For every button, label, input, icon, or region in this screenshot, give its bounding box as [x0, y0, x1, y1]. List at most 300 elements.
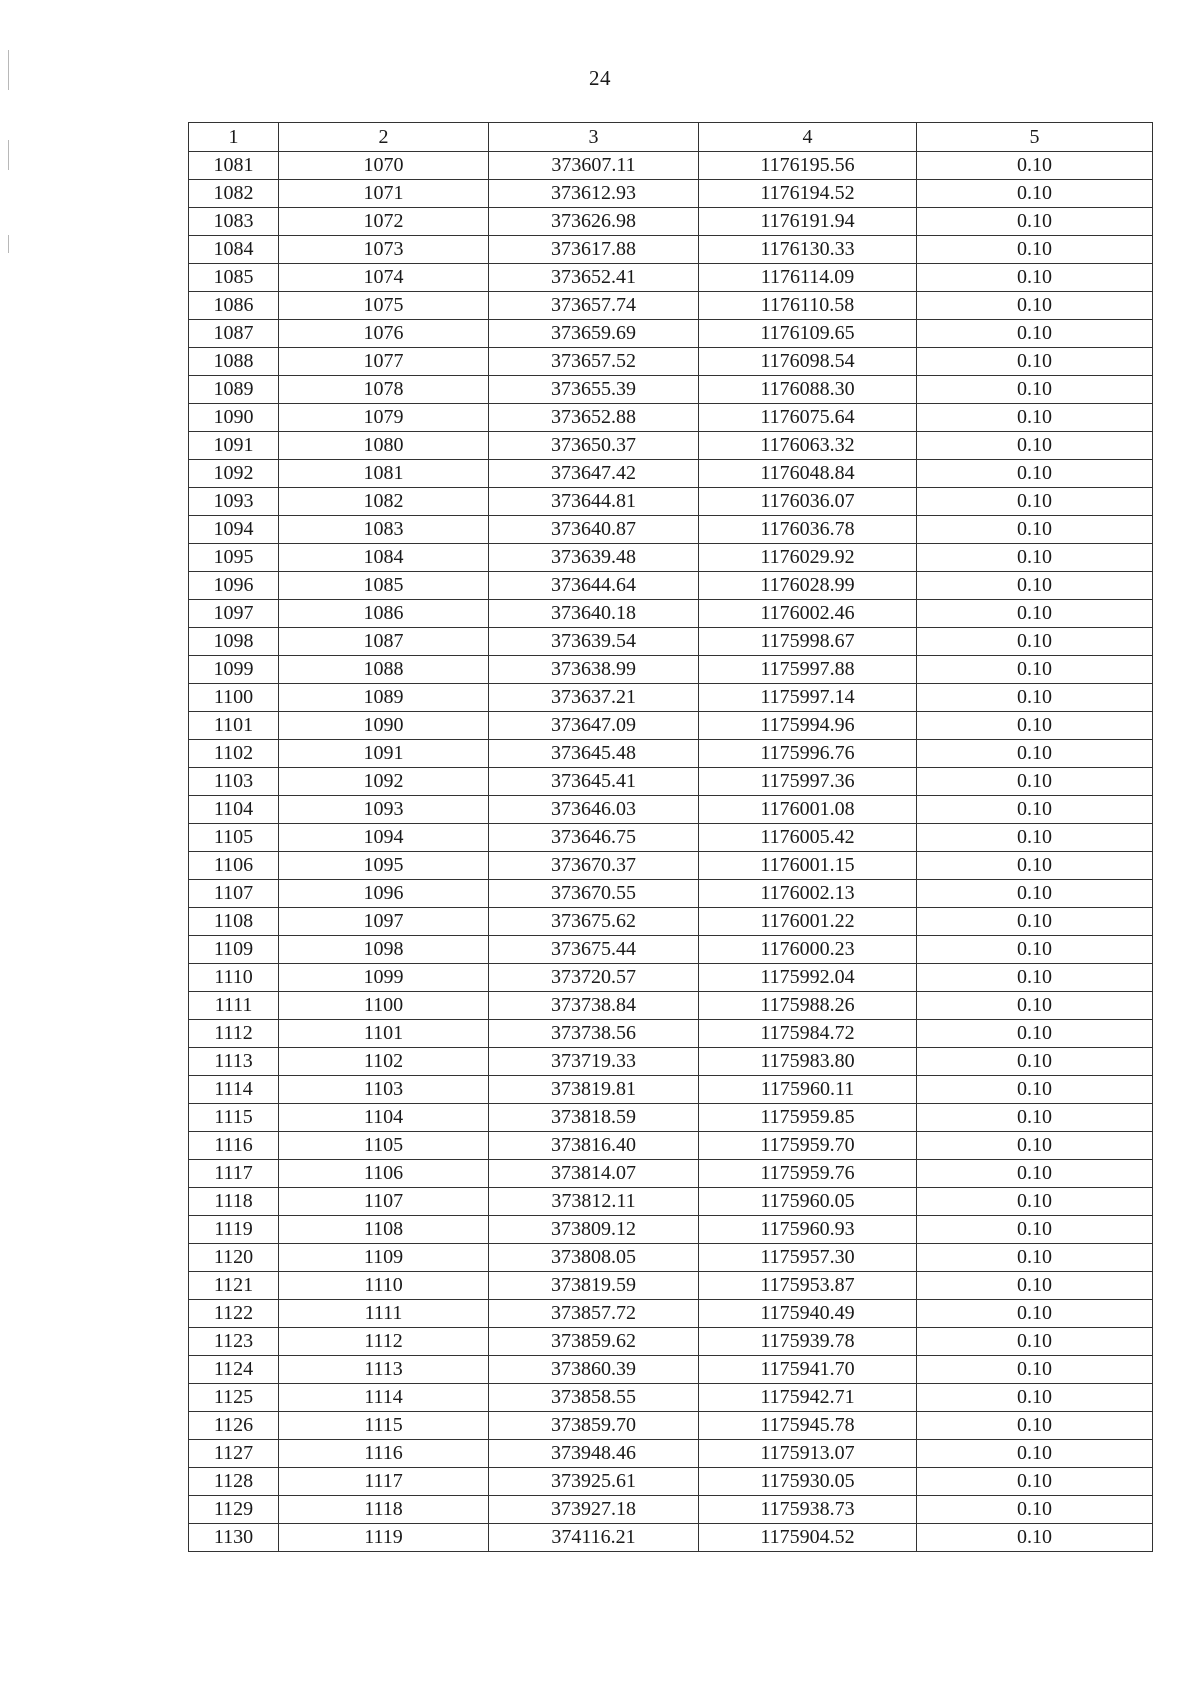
table-cell: 0.10: [917, 320, 1153, 348]
table-cell: 0.10: [917, 628, 1153, 656]
table-row: [189, 1048, 1153, 1076]
table-row: [189, 852, 1153, 880]
table-cell: 0.10: [917, 880, 1153, 908]
table-cell: 1121: [189, 1272, 279, 1300]
table-cell: 0.10: [917, 404, 1153, 432]
table-cell: 0.10: [917, 460, 1153, 488]
table-cell: 373857.72: [489, 1300, 699, 1328]
table-cell: 1175941.70: [699, 1356, 917, 1384]
table-cell: 1092: [279, 768, 489, 796]
table-row: [189, 460, 1153, 488]
table-cell: 373927.18: [489, 1496, 699, 1524]
table-cell: 1083: [189, 208, 279, 236]
table-row: [189, 488, 1153, 516]
table-header: [189, 123, 1153, 152]
table-cell: 373646.75: [489, 824, 699, 852]
header-row: [189, 123, 1153, 152]
table-cell: 373812.11: [489, 1188, 699, 1216]
table-cell: 374116.21: [489, 1524, 699, 1552]
table-cell: 373640.18: [489, 600, 699, 628]
table-cell: 373814.07: [489, 1160, 699, 1188]
table-row: [189, 1216, 1153, 1244]
table-cell: 373652.88: [489, 404, 699, 432]
table-cell: 0.10: [917, 376, 1153, 404]
table-cell: 1090: [189, 404, 279, 432]
table-cell: 0.10: [917, 1216, 1153, 1244]
table-cell: 1109: [189, 936, 279, 964]
table-row: [189, 1524, 1153, 1552]
table-cell: 1089: [279, 684, 489, 712]
table-cell: 373655.39: [489, 376, 699, 404]
table-cell: 1111: [189, 992, 279, 1020]
table-row: [189, 992, 1153, 1020]
table-cell: 1092: [189, 460, 279, 488]
table-cell: 1175984.72: [699, 1020, 917, 1048]
table-cell: 373808.05: [489, 1244, 699, 1272]
table-cell: 1176088.30: [699, 376, 917, 404]
table-cell: 373675.62: [489, 908, 699, 936]
table-cell: 0.10: [917, 544, 1153, 572]
table-cell: 1107: [189, 880, 279, 908]
table-cell: 373859.70: [489, 1412, 699, 1440]
table-cell: 1078: [279, 376, 489, 404]
table-cell: 0.10: [917, 488, 1153, 516]
table-cell: 1175960.05: [699, 1188, 917, 1216]
table-cell: 1106: [189, 852, 279, 880]
table-cell: 1118: [189, 1188, 279, 1216]
table-cell: 0.10: [917, 1328, 1153, 1356]
table-cell: 1176098.54: [699, 348, 917, 376]
table-cell: 373657.74: [489, 292, 699, 320]
table-cell: 1130: [189, 1524, 279, 1552]
table-cell: 1105: [279, 1132, 489, 1160]
table-cell: 1124: [189, 1356, 279, 1384]
table-cell: 1115: [189, 1104, 279, 1132]
table-cell: 0.10: [917, 1272, 1153, 1300]
table-cell: 1106: [279, 1160, 489, 1188]
table-cell: 1175939.78: [699, 1328, 917, 1356]
table-cell: 1112: [279, 1328, 489, 1356]
table-cell: 1096: [189, 572, 279, 600]
table-cell: 1176063.32: [699, 432, 917, 460]
table-cell: 1088: [189, 348, 279, 376]
table-cell: 1091: [279, 740, 489, 768]
table-cell: 1103: [279, 1076, 489, 1104]
table-cell: 373860.39: [489, 1356, 699, 1384]
table-cell: 1107: [279, 1188, 489, 1216]
table-row: [189, 712, 1153, 740]
table-row: [189, 376, 1153, 404]
table-cell: 1176000.23: [699, 936, 917, 964]
table-cell: 0.10: [917, 572, 1153, 600]
table-cell: 1084: [279, 544, 489, 572]
table-cell: 0.10: [917, 1468, 1153, 1496]
table-cell: 373612.93: [489, 180, 699, 208]
table-cell: 0.10: [917, 796, 1153, 824]
table-cell: 1096: [279, 880, 489, 908]
table-cell: 373859.62: [489, 1328, 699, 1356]
table-cell: 1115: [279, 1412, 489, 1440]
table-cell: 1175953.87: [699, 1272, 917, 1300]
table-cell: 0.10: [917, 152, 1153, 180]
table-cell: 1094: [279, 824, 489, 852]
table-cell: 1104: [279, 1104, 489, 1132]
table-cell: 1175957.30: [699, 1244, 917, 1272]
table-cell: 1176028.99: [699, 572, 917, 600]
table-cell: 373639.54: [489, 628, 699, 656]
table-cell: 373617.88: [489, 236, 699, 264]
table-cell: 1097: [189, 600, 279, 628]
table-row: [189, 1076, 1153, 1104]
table-cell: 1127: [189, 1440, 279, 1468]
table-cell: 0.10: [917, 936, 1153, 964]
table-cell: 1175904.52: [699, 1524, 917, 1552]
table-cell: 1105: [189, 824, 279, 852]
table-cell: 1081: [279, 460, 489, 488]
table-cell: 1088: [279, 656, 489, 684]
table-cell: 1176001.08: [699, 796, 917, 824]
table-cell: 1102: [189, 740, 279, 768]
table-cell: 1112: [189, 1020, 279, 1048]
table-cell: 373645.41: [489, 768, 699, 796]
table-row: [189, 1300, 1153, 1328]
table-row: [189, 1272, 1153, 1300]
table-row: [189, 516, 1153, 544]
table-cell: 373639.48: [489, 544, 699, 572]
table-cell: 1175988.26: [699, 992, 917, 1020]
table-cell: 1117: [279, 1468, 489, 1496]
table-body: [189, 152, 1153, 1552]
table-row: [189, 152, 1153, 180]
table-cell: 1176001.22: [699, 908, 917, 936]
table-cell: 0.10: [917, 1412, 1153, 1440]
table-cell: 373948.46: [489, 1440, 699, 1468]
table-cell: 1110: [279, 1272, 489, 1300]
table-cell: 0.10: [917, 740, 1153, 768]
table-cell: 0.10: [917, 1132, 1153, 1160]
page-number: 24: [589, 66, 611, 90]
table-cell: 1113: [279, 1356, 489, 1384]
table-cell: 1087: [189, 320, 279, 348]
table-cell: 0.10: [917, 824, 1153, 852]
table-cell: 1108: [189, 908, 279, 936]
table-cell: 1129: [189, 1496, 279, 1524]
table-cell: 1118: [279, 1496, 489, 1524]
table-cell: 373670.55: [489, 880, 699, 908]
table-cell: 1175997.14: [699, 684, 917, 712]
table-cell: 0.10: [917, 516, 1153, 544]
table-cell: 0.10: [917, 1076, 1153, 1104]
table-cell: 1175998.67: [699, 628, 917, 656]
column-header: 2: [279, 123, 489, 152]
table-cell: 1114: [189, 1076, 279, 1104]
table-cell: 373925.61: [489, 1468, 699, 1496]
table-cell: 1084: [189, 236, 279, 264]
table-cell: 1175994.96: [699, 712, 917, 740]
table-cell: 1097: [279, 908, 489, 936]
table-cell: 0.10: [917, 992, 1153, 1020]
table-cell: 1082: [279, 488, 489, 516]
scan-mark: [8, 235, 9, 253]
table-cell: 0.10: [917, 1048, 1153, 1076]
table-cell: 1176195.56: [699, 152, 917, 180]
table-cell: 1175960.93: [699, 1216, 917, 1244]
table-cell: 0.10: [917, 1496, 1153, 1524]
table-cell: 1103: [189, 768, 279, 796]
table-cell: 1102: [279, 1048, 489, 1076]
table-row: [189, 208, 1153, 236]
table-cell: 0.10: [917, 1160, 1153, 1188]
table-cell: 0.10: [917, 236, 1153, 264]
table-cell: 1176029.92: [699, 544, 917, 572]
table-cell: 1074: [279, 264, 489, 292]
table-cell: 0.10: [917, 600, 1153, 628]
table-cell: 1126: [189, 1412, 279, 1440]
table-cell: 373657.52: [489, 348, 699, 376]
table-cell: 373816.40: [489, 1132, 699, 1160]
table-cell: 373638.99: [489, 656, 699, 684]
table-cell: 373650.37: [489, 432, 699, 460]
table-cell: 1176109.65: [699, 320, 917, 348]
table-cell: 1122: [189, 1300, 279, 1328]
table-cell: 373819.59: [489, 1272, 699, 1300]
table-row: [189, 824, 1153, 852]
table-cell: 1071: [279, 180, 489, 208]
column-header: 3: [489, 123, 699, 152]
table-cell: 0.10: [917, 264, 1153, 292]
table-row: [189, 684, 1153, 712]
table-cell: 1089: [189, 376, 279, 404]
table-row: [189, 404, 1153, 432]
table-cell: 1091: [189, 432, 279, 460]
table-cell: 373675.44: [489, 936, 699, 964]
table-cell: 1116: [279, 1440, 489, 1468]
table-row: [189, 796, 1153, 824]
table-cell: 0.10: [917, 1356, 1153, 1384]
table-cell: 1093: [189, 488, 279, 516]
table-row: [189, 600, 1153, 628]
table-cell: 1176110.58: [699, 292, 917, 320]
table-cell: 1085: [189, 264, 279, 292]
table-cell: 1099: [189, 656, 279, 684]
table-row: [189, 1356, 1153, 1384]
table-cell: 1081: [189, 152, 279, 180]
table-cell: 373670.37: [489, 852, 699, 880]
table-cell: 1117: [189, 1160, 279, 1188]
table-row: [189, 768, 1153, 796]
table-cell: 1082: [189, 180, 279, 208]
column-header: 1: [189, 123, 279, 152]
table-cell: 1099: [279, 964, 489, 992]
table-row: [189, 1440, 1153, 1468]
table-cell: 1176005.42: [699, 824, 917, 852]
table-row: [189, 1244, 1153, 1272]
table-cell: 1101: [189, 712, 279, 740]
table-row: [189, 656, 1153, 684]
table-cell: 1083: [279, 516, 489, 544]
table-cell: 373646.03: [489, 796, 699, 824]
table-cell: 1176002.13: [699, 880, 917, 908]
table-cell: 0.10: [917, 348, 1153, 376]
table-cell: 1119: [189, 1216, 279, 1244]
table-cell: 0.10: [917, 1524, 1153, 1552]
table-cell: 1095: [189, 544, 279, 572]
column-header: 4: [699, 123, 917, 152]
table-row: [189, 1020, 1153, 1048]
table-cell: 1175938.73: [699, 1496, 917, 1524]
table-row: [189, 544, 1153, 572]
table-cell: 0.10: [917, 656, 1153, 684]
table-cell: 373644.64: [489, 572, 699, 600]
column-header: 5: [917, 123, 1153, 152]
table-cell: 0.10: [917, 1244, 1153, 1272]
table-cell: 1093: [279, 796, 489, 824]
table-row: [189, 1468, 1153, 1496]
table-cell: 1175960.11: [699, 1076, 917, 1104]
table-cell: 0.10: [917, 852, 1153, 880]
table-cell: 1077: [279, 348, 489, 376]
table-cell: 1116: [189, 1132, 279, 1160]
table-cell: 1101: [279, 1020, 489, 1048]
table-cell: 373647.42: [489, 460, 699, 488]
table-cell: 373637.21: [489, 684, 699, 712]
table-cell: 373720.57: [489, 964, 699, 992]
table-cell: 0.10: [917, 684, 1153, 712]
table-row: [189, 1328, 1153, 1356]
table-cell: 373647.09: [489, 712, 699, 740]
table-cell: 0.10: [917, 1300, 1153, 1328]
table-cell: 1175992.04: [699, 964, 917, 992]
table-row: [189, 292, 1153, 320]
table-row: [189, 1188, 1153, 1216]
table-cell: 1076: [279, 320, 489, 348]
table-row: [189, 1132, 1153, 1160]
table-row: [189, 1160, 1153, 1188]
table-cell: 1111: [279, 1300, 489, 1328]
scan-mark: [8, 140, 9, 170]
table-cell: 1175997.36: [699, 768, 917, 796]
table-cell: 1128: [189, 1468, 279, 1496]
table-cell: 1175959.85: [699, 1104, 917, 1132]
table-cell: 1079: [279, 404, 489, 432]
table-cell: 1176114.09: [699, 264, 917, 292]
table-cell: 373644.81: [489, 488, 699, 516]
table-cell: 0.10: [917, 432, 1153, 460]
table-row: [189, 740, 1153, 768]
table-cell: 1175996.76: [699, 740, 917, 768]
table-row: [189, 880, 1153, 908]
table-cell: 1109: [279, 1244, 489, 1272]
table-cell: 1123: [189, 1328, 279, 1356]
table-cell: 0.10: [917, 1384, 1153, 1412]
table-cell: 373738.84: [489, 992, 699, 1020]
table-cell: 373626.98: [489, 208, 699, 236]
table-cell: 1098: [189, 628, 279, 656]
table-cell: 1176130.33: [699, 236, 917, 264]
table-cell: 373719.33: [489, 1048, 699, 1076]
table-cell: 1175959.76: [699, 1160, 917, 1188]
table-cell: 1095: [279, 852, 489, 880]
table-cell: 1176002.46: [699, 600, 917, 628]
table-row: [189, 1384, 1153, 1412]
table-cell: 373738.56: [489, 1020, 699, 1048]
coordinates-table: [188, 122, 1153, 1552]
table-cell: 1072: [279, 208, 489, 236]
table-cell: 0.10: [917, 1440, 1153, 1468]
table-cell: 0.10: [917, 768, 1153, 796]
table-cell: 373819.81: [489, 1076, 699, 1104]
table-cell: 1100: [189, 684, 279, 712]
table-cell: 373645.48: [489, 740, 699, 768]
table-cell: 1085: [279, 572, 489, 600]
table-cell: 1176194.52: [699, 180, 917, 208]
table-row: [189, 572, 1153, 600]
table-cell: 1176036.07: [699, 488, 917, 516]
table-row: [189, 1412, 1153, 1440]
table-row: [189, 236, 1153, 264]
table-cell: 0.10: [917, 964, 1153, 992]
table-cell: 0.10: [917, 1020, 1153, 1048]
table-cell: 373607.11: [489, 152, 699, 180]
table-row: [189, 264, 1153, 292]
table-cell: 1104: [189, 796, 279, 824]
table-row: [189, 432, 1153, 460]
table-cell: 1119: [279, 1524, 489, 1552]
table-cell: 373659.69: [489, 320, 699, 348]
table-cell: 1176191.94: [699, 208, 917, 236]
table-cell: 373652.41: [489, 264, 699, 292]
table-cell: 1120: [189, 1244, 279, 1272]
table-cell: 1176001.15: [699, 852, 917, 880]
table-cell: 1175940.49: [699, 1300, 917, 1328]
table-row: [189, 1496, 1153, 1524]
table-cell: 373809.12: [489, 1216, 699, 1244]
table-row: [189, 964, 1153, 992]
table-cell: 1175945.78: [699, 1412, 917, 1440]
table-cell: 1175930.05: [699, 1468, 917, 1496]
table-cell: 0.10: [917, 180, 1153, 208]
table-cell: 1098: [279, 936, 489, 964]
table-row: [189, 936, 1153, 964]
table-cell: 1090: [279, 712, 489, 740]
table-cell: 1108: [279, 1216, 489, 1244]
table-row: [189, 180, 1153, 208]
table-cell: 1087: [279, 628, 489, 656]
table-row: [189, 348, 1153, 376]
table-cell: 1176075.64: [699, 404, 917, 432]
table-cell: 373858.55: [489, 1384, 699, 1412]
table-cell: 0.10: [917, 1188, 1153, 1216]
table-cell: 1075: [279, 292, 489, 320]
table-cell: 1094: [189, 516, 279, 544]
table-row: [189, 628, 1153, 656]
table-row: [189, 908, 1153, 936]
table-cell: 1113: [189, 1048, 279, 1076]
table-cell: 1175913.07: [699, 1440, 917, 1468]
table-cell: 1175959.70: [699, 1132, 917, 1160]
table-cell: 1100: [279, 992, 489, 1020]
table-cell: 0.10: [917, 1104, 1153, 1132]
table-cell: 0.10: [917, 712, 1153, 740]
table-cell: 373818.59: [489, 1104, 699, 1132]
table-row: [189, 1104, 1153, 1132]
table-cell: 1110: [189, 964, 279, 992]
table-cell: 1125: [189, 1384, 279, 1412]
table-cell: 1176036.78: [699, 516, 917, 544]
table-cell: 373640.87: [489, 516, 699, 544]
table-cell: 0.10: [917, 908, 1153, 936]
table-cell: 1086: [279, 600, 489, 628]
